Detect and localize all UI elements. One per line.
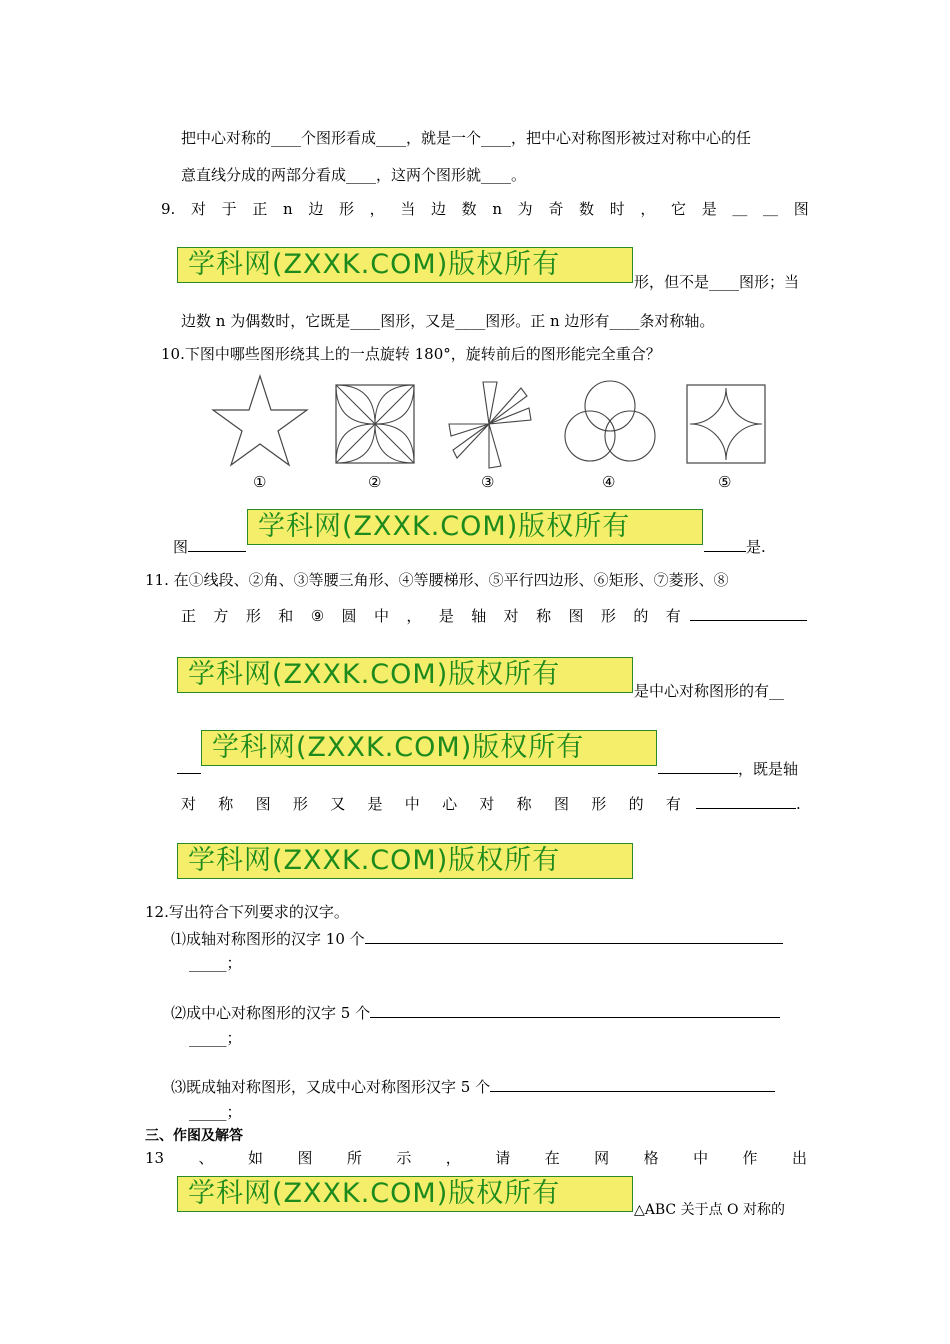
q11-char: 有 xyxy=(665,607,681,625)
q11-char: 形 xyxy=(591,795,607,813)
q9-char: ， xyxy=(369,200,385,218)
three-circles-figure xyxy=(560,378,660,468)
watermark-banner: 学科网(ZXXK.COM)版权所有 xyxy=(201,730,657,766)
q11-char: 形 xyxy=(292,795,308,813)
figure-label: ② xyxy=(368,473,382,491)
q9-char: 数 xyxy=(579,200,595,218)
q13-char: 格 xyxy=(643,1149,659,1167)
q13-char: 中 xyxy=(693,1149,709,1167)
q9-char: 奇 xyxy=(548,200,564,218)
q9-char: 边 xyxy=(308,200,324,218)
q9-line-2: 形，但不是____图形；当 xyxy=(634,273,800,291)
square-petal-figure xyxy=(335,384,415,464)
q11-char: 有 xyxy=(665,795,681,813)
q11-line-5 xyxy=(181,794,681,814)
q11-char: 的 xyxy=(633,607,649,625)
answer-blank xyxy=(177,759,201,774)
q9-char: n xyxy=(492,200,503,218)
q10-answer-suffix xyxy=(704,537,766,557)
q13-char: 、 xyxy=(198,1149,214,1167)
q9-char: 时 xyxy=(609,200,625,218)
q12-item-text: ⑴成轴对称图形的汉字 10 个 xyxy=(171,930,365,948)
pinwheel-figure xyxy=(445,378,533,470)
figure-label: ③ xyxy=(481,473,495,491)
q9-char: 它 xyxy=(671,200,687,218)
star-figure xyxy=(210,372,310,467)
figure-label: ⑤ xyxy=(718,473,732,491)
q11-char: ， xyxy=(406,607,422,625)
q9-line-3: 边数 n 为偶数时，它既是____图形，又是____图形。正 n 边形有____条对称轴。 xyxy=(181,312,715,330)
watermark-banner: 学科网(ZXXK.COM)版权所有 xyxy=(177,247,633,283)
q11-char: 对 xyxy=(181,795,197,813)
q13-char: 在 xyxy=(544,1149,560,1167)
q9-char: 数 xyxy=(461,200,477,218)
q13-number: 13 xyxy=(145,1149,165,1167)
q11-blank-3 xyxy=(696,794,801,814)
q10-question: 10.下图中哪些图形绕其上的一点旋转 180°，旋转前后的图形能完全重合？ xyxy=(161,345,661,363)
q11-char: 图 xyxy=(568,607,584,625)
q12-item-text: ⑶既成轴对称图形，又成中心对称图形汉字 5 个 xyxy=(171,1078,491,1096)
q9-char: 当 xyxy=(400,200,416,218)
answer-blank xyxy=(188,537,246,552)
answer-blank xyxy=(696,794,796,809)
text-line-2: 意直线分成的两部分看成____，这两个图形就____。 xyxy=(181,166,527,184)
q11-char: 形 xyxy=(245,607,261,625)
q11-line-1: 11. 在①线段、②角、③等腰三角形、④等腰梯形、⑤平行四边形、⑥矩形、⑦菱形、⑧ xyxy=(145,571,729,589)
q10-answer-prefix xyxy=(173,537,246,557)
answer-blank xyxy=(704,537,746,552)
answer-blank xyxy=(658,759,738,774)
q11-char: 轴 xyxy=(471,607,487,625)
text-line-1: 把中心对称的____个图形看成____，就是一个____，把中心对称图形被过对称中心的任 xyxy=(181,129,752,147)
q9-char: ＿ xyxy=(763,200,779,218)
q11-line-4 xyxy=(658,759,798,779)
q13-line-2: △ABC 关于点 O 对称的 xyxy=(634,1202,785,1218)
q13-char: 图 xyxy=(297,1149,313,1167)
q9-char: ＿ xyxy=(732,200,748,218)
q11-char: 圆 xyxy=(341,607,357,625)
answer-blank xyxy=(370,1003,780,1018)
watermark-banner: 学科网(ZXXK.COM)版权所有 xyxy=(177,657,633,693)
q13-char: 如 xyxy=(247,1149,263,1167)
answer-blank xyxy=(690,606,807,621)
watermark-banner: 学科网(ZXXK.COM)版权所有 xyxy=(177,1176,633,1212)
q11-char: 正 xyxy=(181,607,197,625)
q11-char: 心 xyxy=(442,795,458,813)
q11-char: 方 xyxy=(213,607,229,625)
q11-char: 对 xyxy=(503,607,519,625)
q9-char: 正 xyxy=(252,200,268,218)
section-heading: 三、作图及解答 xyxy=(145,1128,243,1144)
q11-char: ⑨ xyxy=(310,607,325,625)
q11-char: 又 xyxy=(330,795,346,813)
q11-char: 形 xyxy=(600,607,616,625)
q11-char: 称 xyxy=(536,607,552,625)
q9-char: 是 xyxy=(701,200,717,218)
q11-char: 是 xyxy=(438,607,454,625)
q11-char: 的 xyxy=(628,795,644,813)
watermark-banner: 学科网(ZXXK.COM)版权所有 xyxy=(177,843,633,879)
q12-item-3 xyxy=(171,1077,775,1097)
q9-char: 对 xyxy=(190,200,206,218)
answer-blank xyxy=(490,1077,775,1092)
q11-char: 中 xyxy=(404,795,420,813)
watermark-banner: 学科网(ZXXK.COM)版权所有 xyxy=(247,509,703,545)
q13-char: 所 xyxy=(346,1149,362,1167)
q11-char: 中 xyxy=(373,607,389,625)
answer-blank xyxy=(365,929,783,944)
q10-answer-suffix-text: 是. xyxy=(746,538,766,556)
q11-line-2 xyxy=(181,606,681,626)
q13-char: 作 xyxy=(742,1149,758,1167)
q9-char: 为 xyxy=(517,200,533,218)
q11-line-4-text: ，既是轴 xyxy=(738,760,799,778)
q13-char: 出 xyxy=(791,1149,807,1167)
q13-char: 网 xyxy=(594,1149,610,1167)
figure-label: ④ xyxy=(602,473,616,491)
q12-item-3-tail: _____； xyxy=(189,1103,242,1121)
q10-answer-prefix-text: 图 xyxy=(173,538,189,556)
q12-title: 12.写出符合下列要求的汉字。 xyxy=(145,903,349,921)
q11-char: 称 xyxy=(218,795,234,813)
concave-square-figure xyxy=(686,384,766,464)
q11-line-5-end: . xyxy=(796,795,801,813)
q9-char: ， xyxy=(640,200,656,218)
q11-char: 称 xyxy=(516,795,532,813)
q11-char: 是 xyxy=(367,795,383,813)
q9-char: 形 xyxy=(338,200,354,218)
q13-char: 请 xyxy=(495,1149,511,1167)
q11-blank-2 xyxy=(177,759,201,779)
q9-number: 9. xyxy=(161,200,176,218)
q9-char: 边 xyxy=(431,200,447,218)
q11-blank-1 xyxy=(690,606,807,626)
q11-char: 图 xyxy=(553,795,569,813)
q12-item-text: ⑵成中心对称图形的汉字 5 个 xyxy=(171,1004,371,1022)
q13-line-1 xyxy=(145,1148,807,1168)
q12-item-1 xyxy=(171,929,783,949)
q9-char: 图 xyxy=(793,200,809,218)
figure-label: ① xyxy=(253,473,267,491)
q12-item-2-tail: _____； xyxy=(189,1029,242,1047)
q11-char: 图 xyxy=(255,795,271,813)
q9-char: 于 xyxy=(221,200,237,218)
q11-line-3: 是中心对称图形的有__ xyxy=(634,682,785,700)
q13-char: ， xyxy=(445,1149,461,1167)
q12-item-1-tail: _____； xyxy=(189,954,242,972)
q13-char: 示 xyxy=(396,1149,412,1167)
q9-char: n xyxy=(282,200,293,218)
q11-char: 对 xyxy=(479,795,495,813)
q9-line-1 xyxy=(161,199,809,219)
q12-item-2 xyxy=(171,1003,780,1023)
q11-char: 和 xyxy=(278,607,294,625)
